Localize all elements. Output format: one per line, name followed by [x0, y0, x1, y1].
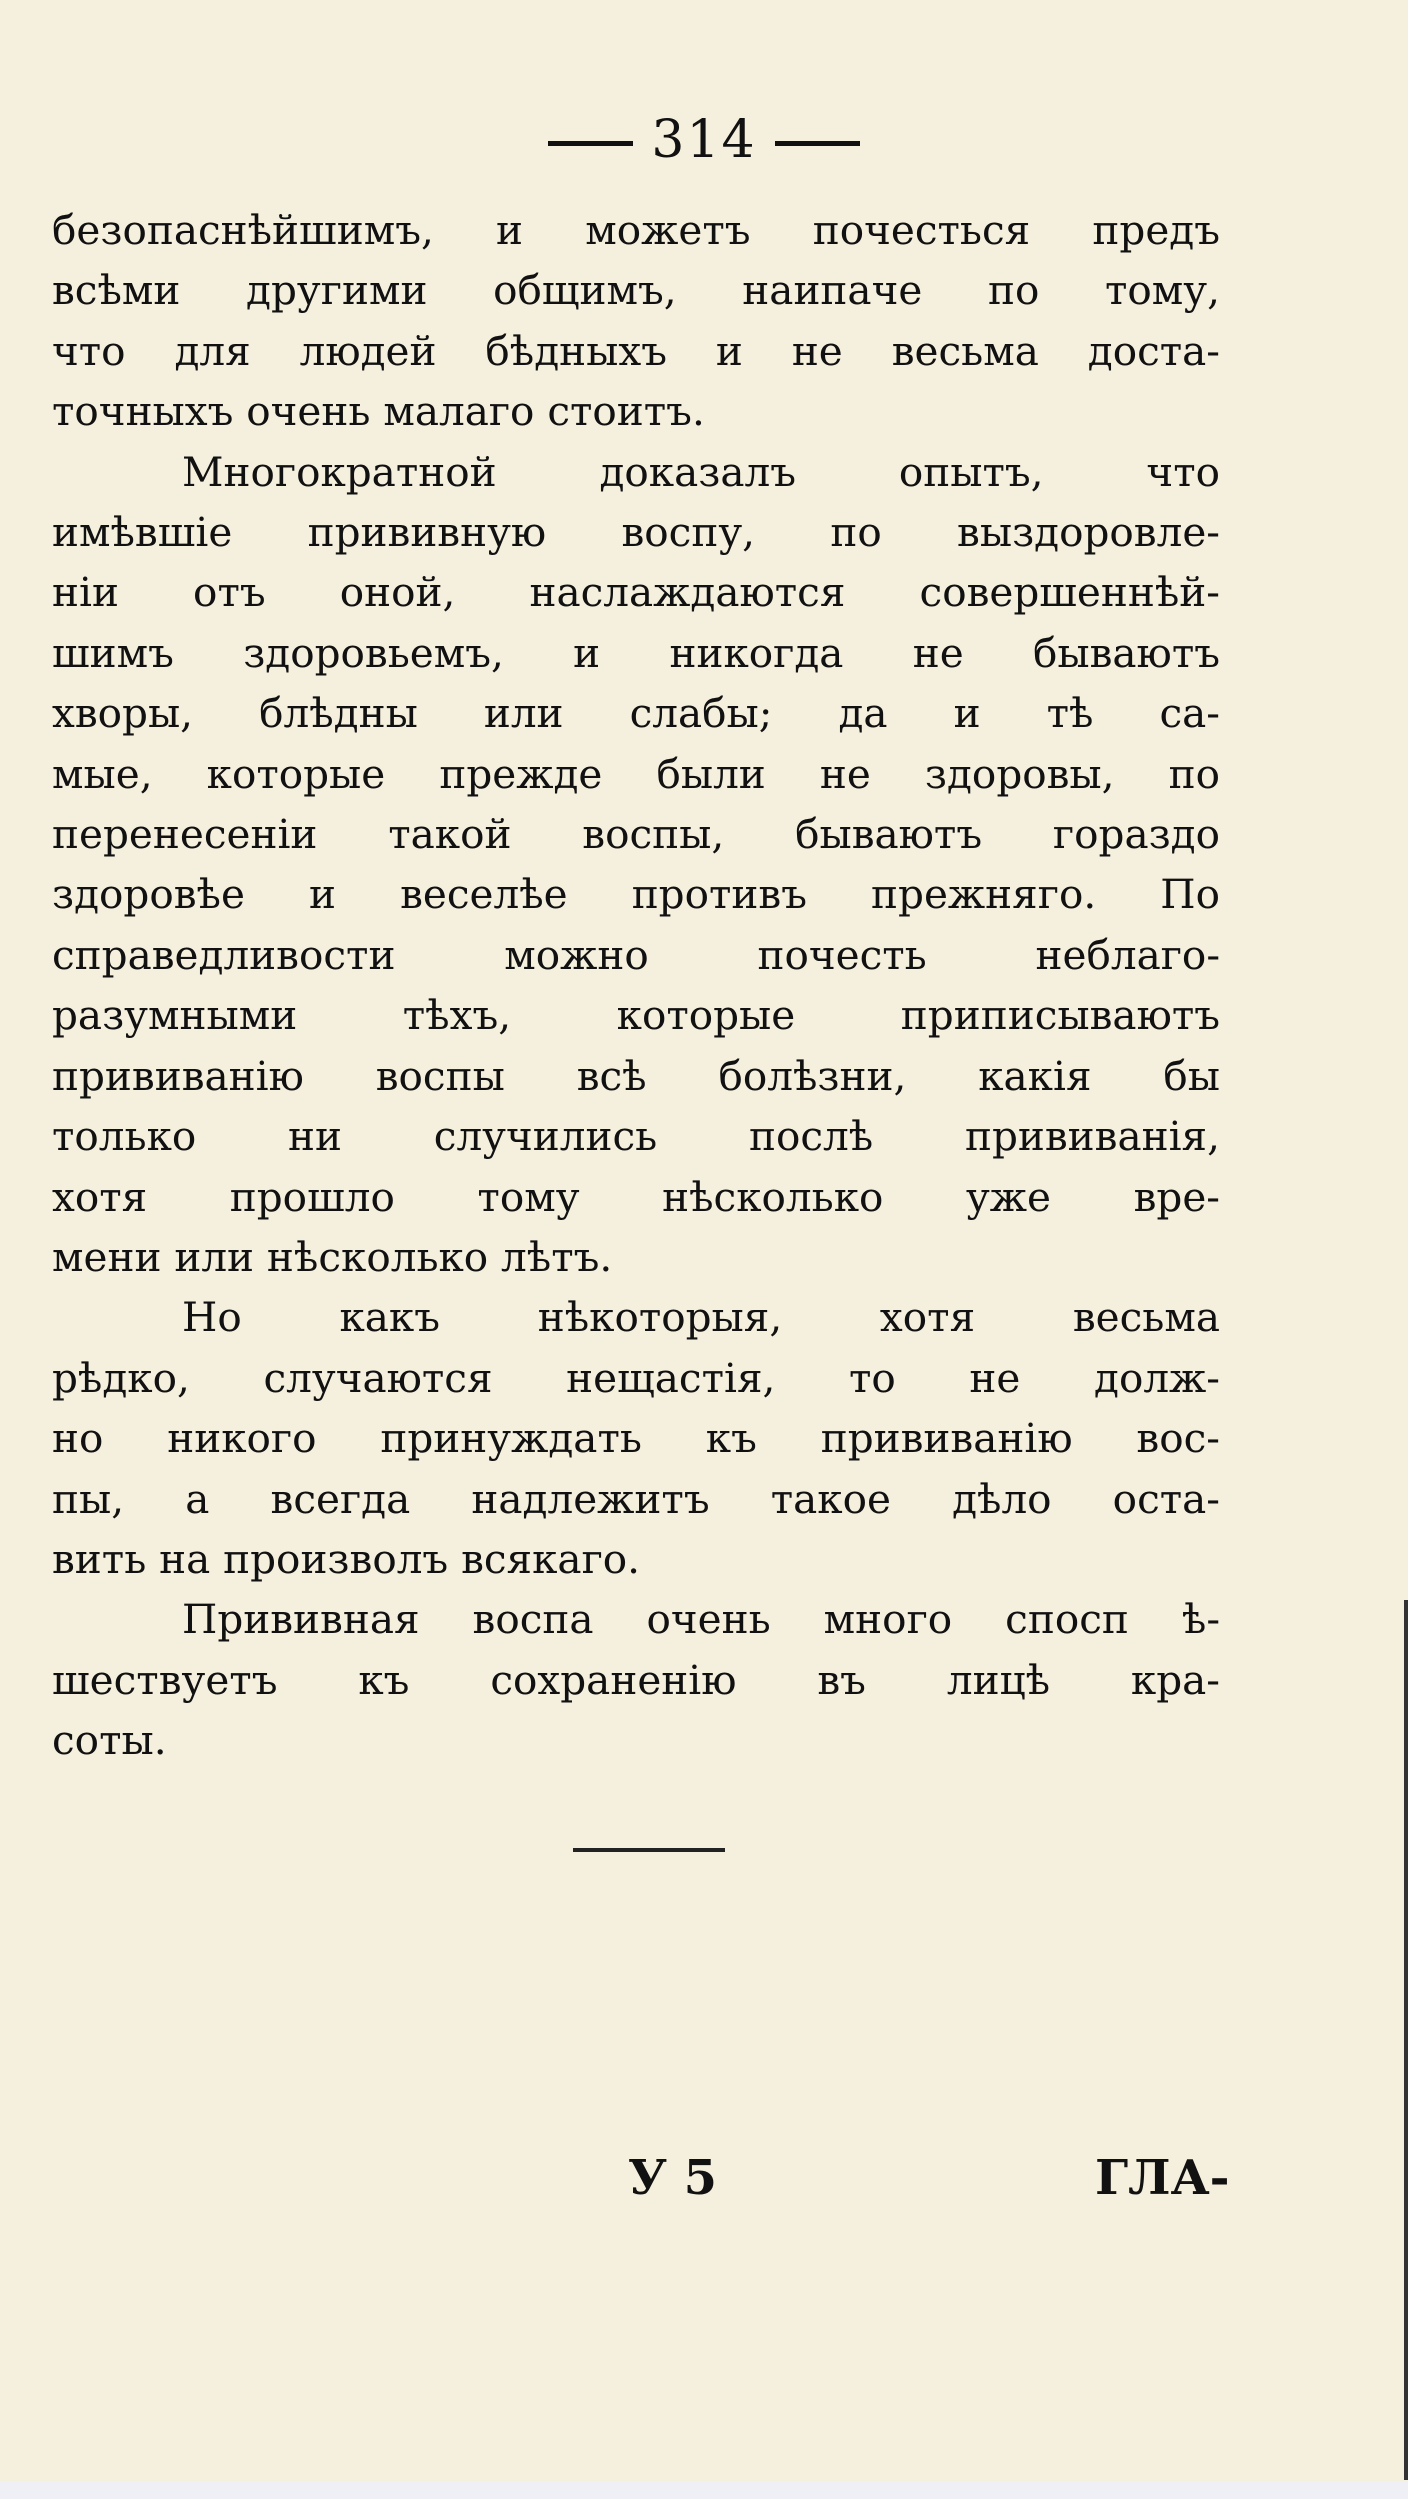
text-line: рѣдко, случаются нещастія, то не долж-: [52, 1353, 1220, 1402]
text-line: мени или нѣсколько лѣтъ.: [52, 1232, 613, 1281]
text-line: но никого принуждать къ прививанію вос-: [52, 1414, 1220, 1463]
header-dash-right: [775, 141, 860, 146]
scan-bottom-edge: [0, 2481, 1408, 2499]
paragraph: [52, 1287, 1220, 1589]
printer-signature: У 5: [628, 2150, 718, 2206]
text-line: Многократной доказалъ опытъ, что: [182, 447, 1220, 496]
header-dash-left: [548, 141, 633, 146]
text-line: всѣми другими общимъ, наипаче по тому,: [52, 266, 1220, 315]
text-line: что для людей бѣдныхъ и не весьма доста-: [52, 326, 1220, 375]
paragraph: [52, 1589, 1220, 1770]
page-number: 314: [651, 110, 757, 170]
text-line: вить на произволъ всякаго.: [52, 1534, 641, 1583]
text-line: соты.: [52, 1716, 167, 1765]
page-header: [0, 110, 1408, 170]
text-line: перенесеніи такой воспы, бываютъ гораздо: [52, 810, 1220, 859]
text-line: Но какъ нѣкоторыя, хотя весьма: [182, 1293, 1220, 1342]
text-line: хотя прошло тому нѣсколько уже вре-: [52, 1172, 1220, 1221]
text-line: хворы, блѣдны или слабы; да и тѣ са-: [52, 689, 1220, 738]
text-line: здоровѣе и веселѣе противъ прежняго. По: [52, 870, 1220, 919]
paragraph: [52, 200, 1220, 442]
text-line: разумными тѣхъ, которые приписываютъ: [52, 991, 1220, 1040]
text-line: пы, а всегда надлежитъ такое дѣло оста-: [52, 1474, 1220, 1523]
text-line: точныхъ очень малаго стоитъ.: [52, 387, 705, 436]
text-line: шимъ здоровьемъ, и никогда не бываютъ: [52, 628, 1220, 677]
catchword: ГЛА-: [1095, 2150, 1230, 2206]
text-line: прививанію воспы всѣ болѣзни, какія бы: [52, 1051, 1220, 1100]
page-edge-shadow: [1404, 1600, 1408, 2480]
section-end-rule: [573, 1848, 725, 1852]
text-line: справедливости можно почесть неблаго-: [52, 930, 1220, 979]
text-line: шествуетъ къ сохраненію въ лицѣ кра-: [52, 1655, 1220, 1704]
text-line: имѣвшіе прививную воспу, по выздоровле-: [52, 508, 1220, 557]
text-line: Прививная воспа очень много спосп ѣ-: [182, 1595, 1220, 1644]
text-line: безопаснѣйшимъ, и можетъ почесться предъ: [52, 206, 1220, 254]
text-line: только ни случились послѣ прививанія,: [52, 1112, 1220, 1161]
body-text: [52, 200, 1220, 1771]
paragraph: [52, 442, 1220, 1288]
text-line: ніи отъ оной, наслаждаются совершеннѣй-: [52, 568, 1220, 617]
text-line: мые, которые прежде были не здоровы, по: [52, 749, 1220, 798]
